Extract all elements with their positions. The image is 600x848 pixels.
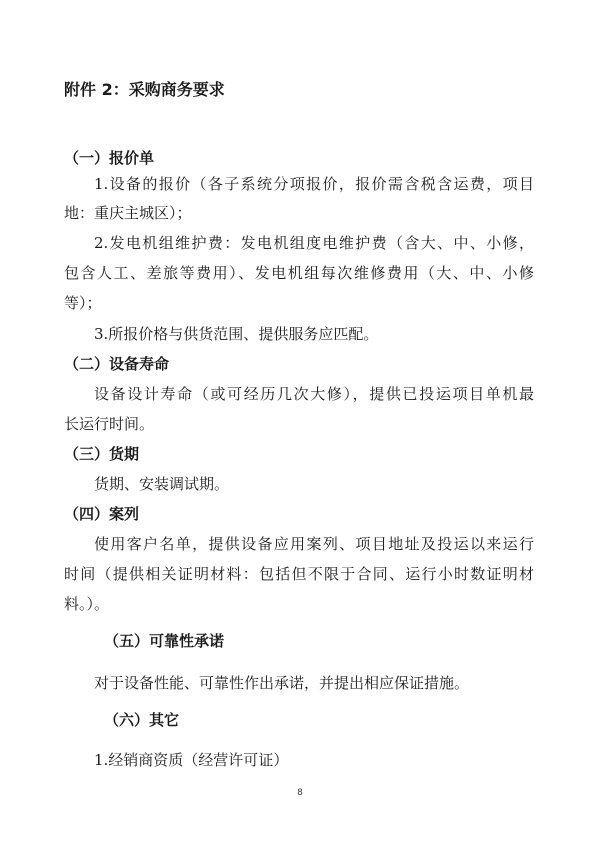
paragraph-line: 1.设备的报价（各子系统分项报价，报价需含税含运费，项目 (94, 175, 534, 193)
paragraph-line: 包含人工、差旅等费用）、发电机组每次维修费用（大、中、小修 (64, 264, 534, 282)
section-heading-reliability: （五）可靠性承诺 (104, 632, 225, 650)
paragraph-line: 货期、安装调试期。 (94, 475, 230, 493)
paragraph-line: 等）； (64, 294, 102, 312)
section-heading-equipment-life: （二）设备寿命 (64, 355, 170, 373)
section-heading-other: （六）其它 (104, 711, 180, 729)
paragraph-line: 地：重庆主城区）； (64, 204, 192, 222)
paragraph-line: 长运行时间。 (64, 415, 155, 433)
section-heading-cases: （四）案列 (64, 505, 140, 523)
section-heading-delivery: （三）货期 (64, 445, 140, 463)
paragraph-line: 料。）。 (64, 595, 110, 613)
section-heading-quotation: （一）报价单 (64, 149, 155, 167)
paragraph-line: 1.经销商资质（经营许可证） (94, 751, 289, 769)
paragraph-line: 3.所报价格与供货范围、提供服务应匹配。 (94, 325, 379, 343)
paragraph-line: 2.发电机组维护费：发电机组度电维护费（含大、中、小修， (94, 234, 534, 252)
paragraph-line: 设备设计寿命（或可经历几次大修），提供已投运项目单机最 (94, 385, 534, 403)
paragraph-line: 使用客户名单，提供设备应用案列、项目地址及投运以来运行 (94, 535, 534, 553)
page-title: 附件 2：采购商务要求 (64, 80, 225, 99)
paragraph-line: 对于设备性能、可靠性作出承诺，并提出相应保证措施。 (94, 674, 470, 692)
page-number: 8 (297, 788, 303, 798)
paragraph-line: 时间（提供相关证明材料：包括但不限于合同、运行小时数证明材 (64, 565, 534, 583)
